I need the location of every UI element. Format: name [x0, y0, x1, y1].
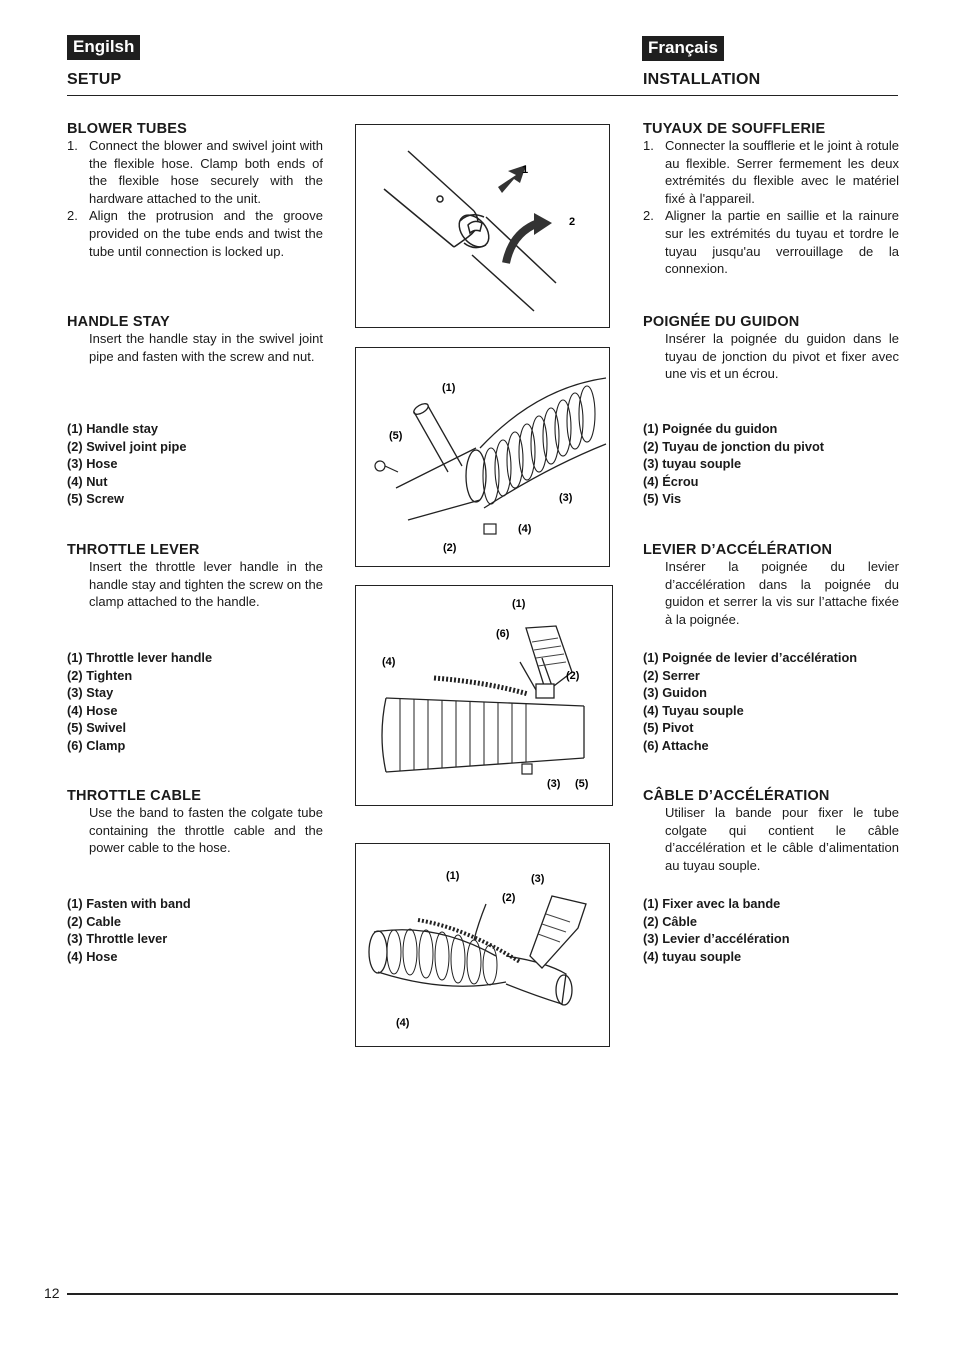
list-item: (1) Poignée du guidon [643, 421, 778, 436]
fig3-label-5: (5) [575, 778, 589, 790]
fig2-label-3: (3) [559, 492, 573, 504]
heading-blower-tubes: BLOWER TUBES [67, 121, 188, 137]
lang-badge-english: Engilsh [67, 35, 140, 60]
list-item: (2) Serrer [643, 667, 700, 683]
figure-handle-stay [355, 347, 610, 567]
left-throttle-cable-section [67, 788, 323, 857]
list-item: (2) Câble [643, 913, 698, 929]
list-item: (3) Levier d’accélération [643, 931, 790, 947]
list-item: (5) Vis [643, 491, 682, 507]
list-item: (1) Fasten with band [67, 896, 191, 911]
list-item: (5) Pivot [643, 720, 694, 736]
section-title-setup: SETUP [67, 71, 122, 88]
list-item: (5) Swivel [67, 720, 127, 736]
arrow-twist-icon [534, 213, 552, 235]
fig3-label-4: (4) [382, 656, 396, 668]
fig4-label-1: (1) [446, 870, 460, 882]
header-rule [67, 95, 898, 96]
swivel-clamp-icon [522, 764, 532, 774]
list-item: (3) Throttle lever [67, 931, 168, 947]
list-item: (1) Fixer avec la bande [643, 896, 781, 911]
throttle-lever-illustration [356, 586, 612, 805]
list-item: 2. Aligner la partie en saillie et la rainure sur les extrémités du tuyau et tordre le tuyau jusqu'au verrouillage de la connexion. [643, 208, 899, 277]
heading-poignee: POIGNÉE DU GUIDON [643, 314, 800, 330]
throttle-cable-illustration [356, 844, 609, 1046]
hose-corrugation-icon [483, 386, 595, 504]
throttle-cable-text: Use the band to fasten the colgate tube containing the throttle cable and the power cable to the hose. [89, 805, 323, 856]
list-item: (5) Screw [67, 491, 124, 507]
list-item: (4) Hose [67, 702, 118, 718]
handle-stay-text: Insert the handle stay in the swivel joint pipe and fasten with the screw and nut. [89, 331, 323, 364]
heading-cable: CÂBLE D’ACCÉLÉRATION [643, 788, 830, 804]
left-blower-section [67, 121, 323, 260]
blower-tubes-illustration [356, 125, 609, 327]
section-title-installation: INSTALLATION [643, 71, 761, 88]
footer-rule [67, 1293, 898, 1295]
screw-icon [375, 461, 398, 472]
list-item: 1. Connecter la soufflerie et le joint à rotule au flexible. Serrer fermement les deux extrémités du flexible avec le matériel fixé à l'appareil. [643, 138, 899, 206]
page-number: 12 [44, 1285, 60, 1301]
fig1-label-1: 1 [522, 164, 529, 176]
list-item: (4) Hose [67, 948, 118, 964]
tuyaux-steps [643, 137, 899, 278]
list-item: (2) Swivel joint pipe [67, 438, 187, 454]
handle-legend [67, 420, 186, 508]
list-item: (3) tuyau souple [643, 456, 742, 472]
figure-throttle-cable [355, 843, 610, 1047]
list-item: (2) Tuyau de jonction du pivot [643, 438, 825, 454]
throttle-lever-legend [67, 649, 212, 755]
cable-legend [643, 895, 790, 965]
list-item: (3) Guidon [643, 685, 707, 701]
list-item: (1) Poignée de levier d’accélération [643, 650, 858, 665]
heading-throttle-lever: THROTTLE LEVER [67, 542, 200, 558]
right-handle-section [643, 314, 899, 383]
list-item: 2. Align the protrusion and the groove provided on the tube ends and twist the tube until connection is locked up. [67, 208, 323, 259]
fig2-label-4: (4) [518, 523, 532, 535]
levier-text: Insérer la poignée du levier d’accélération dans la poignée du guidon et serrer la vis sur l’attache fixée à la poignée. [665, 559, 899, 627]
heading-levier: LEVIER D’ACCÉLÉRATION [643, 542, 833, 558]
handle-stay-illustration [356, 348, 609, 566]
heading-throttle-cable: THROTTLE CABLE [67, 788, 202, 804]
right-blower-section [643, 121, 899, 278]
heading-tuyaux: TUYAUX DE SOUFFLERIE [643, 121, 826, 137]
poignee-text: Insérer la poignée du guidon dans le tuyau de jonction du pivot et fixer avec une vis et un écrou. [665, 331, 899, 382]
fig4-label-2: (2) [502, 892, 516, 904]
figure-throttle-lever [355, 585, 613, 806]
left-throttle-lever-section [67, 542, 323, 611]
list-item: (4) Nut [67, 473, 108, 489]
list-item: (1) Throttle lever handle [67, 650, 213, 665]
heading-handle-stay: HANDLE STAY [67, 314, 170, 330]
fig2-label-2: (2) [443, 542, 457, 554]
list-item: (6) Attache [643, 737, 709, 753]
fig1-label-2: 2 [569, 216, 576, 228]
fig2-label-5: (5) [389, 430, 403, 442]
list-item: (2) Tighten [67, 667, 133, 683]
hose-corrugation-icon [400, 699, 526, 771]
list-item: (2) Cable [67, 913, 122, 929]
fig2-label-1: (1) [442, 382, 456, 394]
fig3-label-2: (2) [566, 670, 580, 682]
list-item: (4) tuyau souple [643, 948, 742, 964]
list-item: (3) Stay [67, 685, 114, 701]
list-item: (6) Clamp [67, 737, 126, 753]
right-throttle-lever-section [643, 542, 899, 628]
fig4-label-3: (3) [531, 873, 545, 885]
fig3-label-6: (6) [496, 628, 510, 640]
list-item: 1. Connect the blower and swivel joint with the flexible hose. Clamp both ends of the flexible hose securely with the hardware attached to the unit. [67, 138, 323, 206]
right-throttle-cable-section [643, 788, 899, 874]
list-item: (4) Écrou [643, 473, 699, 489]
throttle-lever-text: Insert the throttle lever handle in the handle stay and tighten the screw on the clamp attached to the handle. [89, 559, 323, 610]
left-handle-section [67, 314, 323, 365]
lang-badge-french: Français [642, 36, 724, 61]
cable-text: Utiliser la bande pour fixer le tube colgate qui contient le câble d’accélération et le câble d’alimentation au tuyau souple. [665, 805, 899, 873]
nut-icon [484, 524, 496, 534]
blower-steps [67, 137, 323, 260]
list-item: (1) Handle stay [67, 421, 159, 436]
list-item: (3) Hose [67, 456, 118, 472]
poignee-legend [643, 420, 824, 508]
fig4-label-4: (4) [396, 1017, 410, 1029]
list-item: (4) Tuyau souple [643, 702, 744, 718]
fig3-label-1: (1) [512, 598, 526, 610]
figure-blower-tubes [355, 124, 610, 328]
fig3-label-3: (3) [547, 778, 561, 790]
hose-corrugation-icon [387, 929, 497, 985]
levier-legend [643, 649, 857, 755]
throttle-cable-legend [67, 895, 191, 965]
